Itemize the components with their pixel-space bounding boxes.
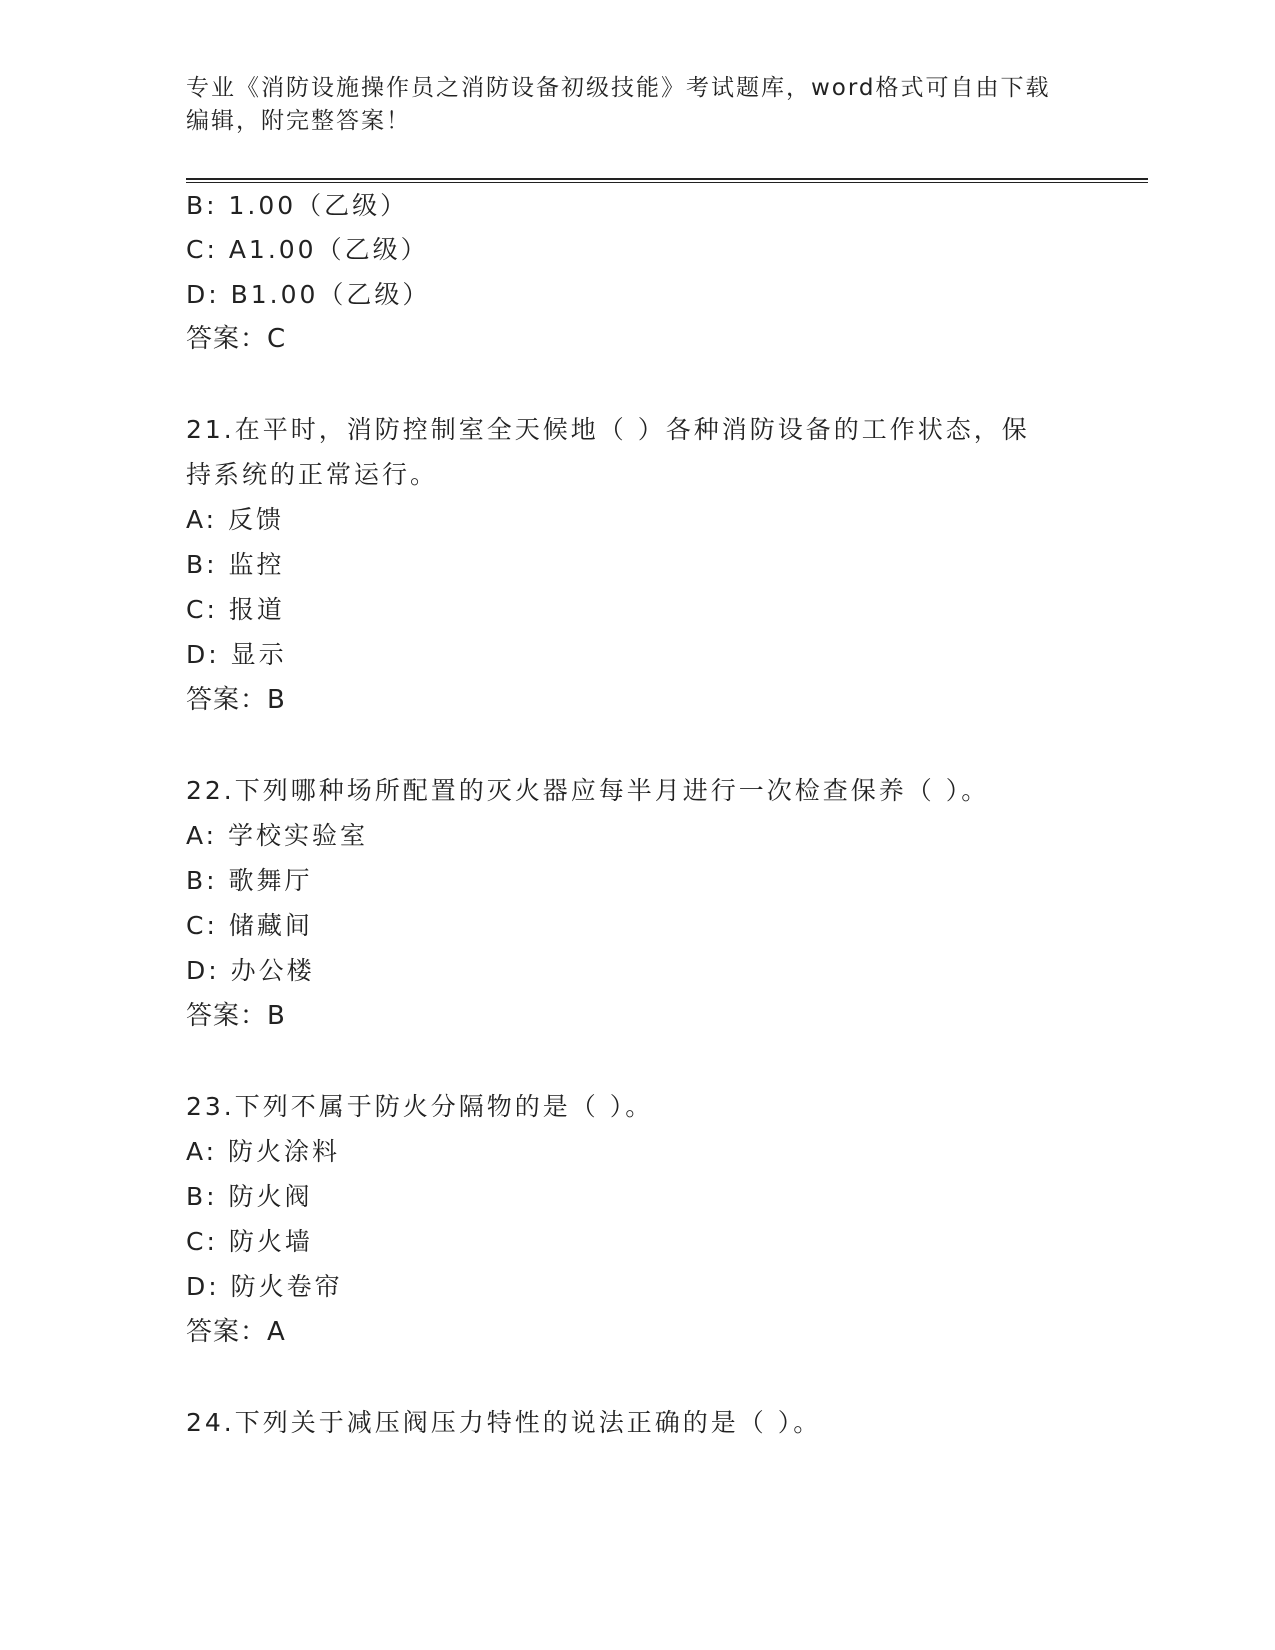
q23-option-b: B: 防火阀 [186, 1182, 313, 1211]
prev-option-b: B: 1.00（乙级） [186, 191, 409, 220]
document-intro: 专业《消防设施操作员之消防设备初级技能》考试题库，word格式可自由下载编辑，附完整答案！ [186, 75, 1051, 134]
q22-option-d: D: 办公楼 [186, 956, 315, 985]
q23-option-a: A: 防火涂料 [186, 1137, 341, 1166]
q22-option-c: C: 储藏间 [186, 911, 313, 940]
q23-stem: 23.下列不属于防火分隔物的是（ ）。 [186, 1092, 654, 1121]
q21-option-a: A: 反馈 [186, 505, 285, 534]
q22-answer: 答案：B [186, 1001, 286, 1031]
header-divider-thin [186, 182, 1148, 183]
q23-option-c: C: 防火墙 [186, 1227, 313, 1256]
q21-stem-line1: 21.在平时，消防控制室全天候地（ ）各种消防设备的工作状态，保 [186, 415, 1030, 444]
header-divider-thick [186, 178, 1148, 180]
q22-option-a: A: 学校实验室 [186, 821, 369, 850]
prev-option-c: C: A1.00（乙级） [186, 235, 429, 264]
q23-option-d: D: 防火卷帘 [186, 1272, 343, 1301]
q21-option-b: B: 监控 [186, 550, 285, 579]
q24-stem: 24.下列关于减压阀压力特性的说法正确的是（ ）。 [186, 1408, 822, 1437]
q22-option-b: B: 歌舞厅 [186, 866, 313, 895]
q22-stem: 22.下列哪种场所配置的灭火器应每半月进行一次检查保养（ ）。 [186, 776, 990, 805]
q21-answer: 答案：B [186, 685, 286, 715]
q23-answer: 答案：A [186, 1317, 286, 1347]
prev-answer: 答案：C [186, 324, 287, 354]
q21-stem-line2: 持系统的正常运行。 [186, 460, 439, 489]
prev-option-d: D: B1.00（乙级） [186, 280, 431, 309]
q21-option-d: D: 显示 [186, 640, 287, 669]
q21-option-c: C: 报道 [186, 595, 285, 624]
